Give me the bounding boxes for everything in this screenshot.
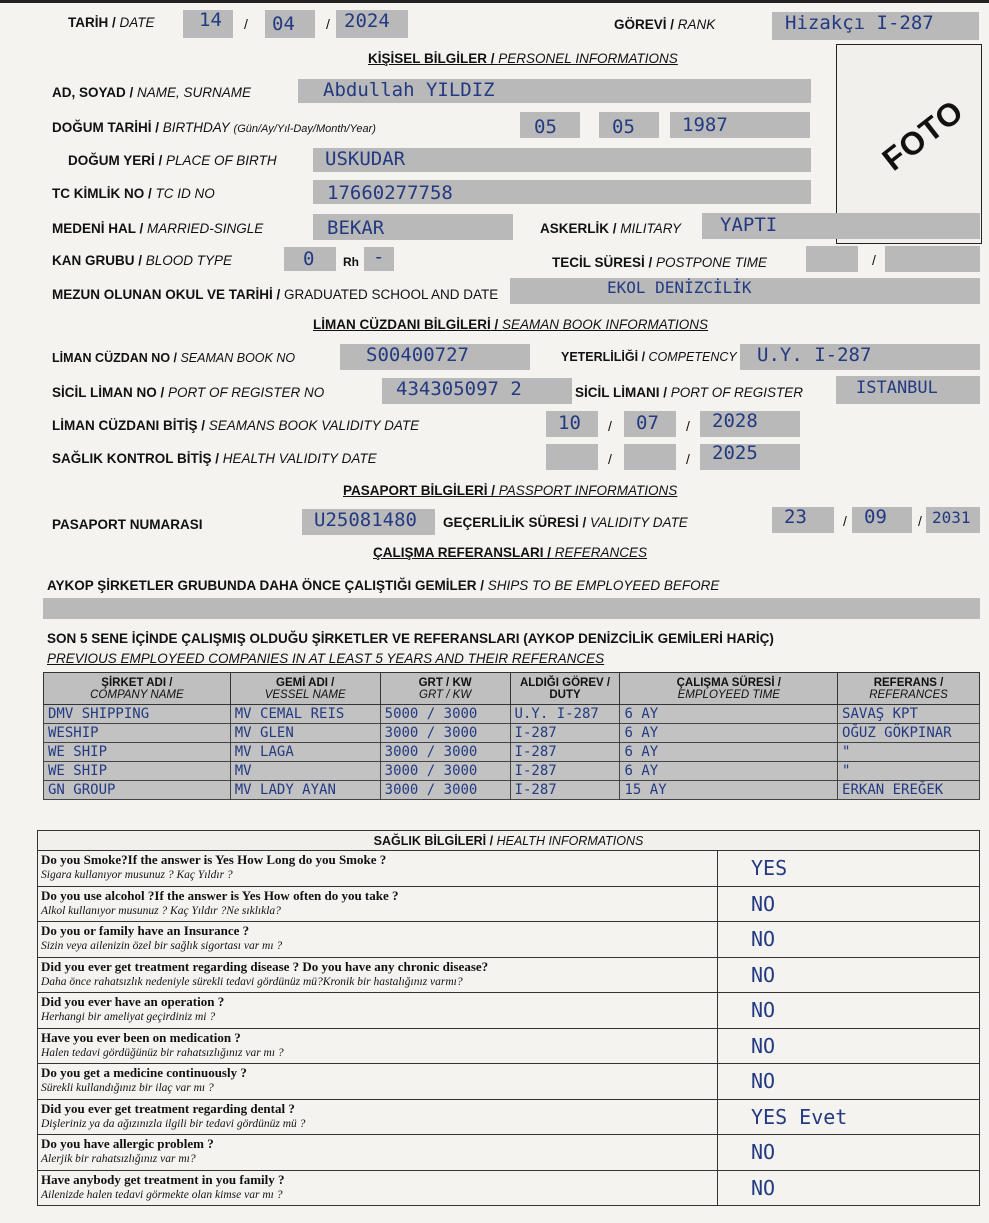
vessel-cell[interactable]: MV xyxy=(230,762,380,781)
photo-label: FOTO xyxy=(875,92,971,178)
date-label: TARİH / DATE xyxy=(68,15,155,30)
health-validity-year: 2025 xyxy=(712,442,758,464)
tc-label: TC KİMLİK NO / TC ID NO xyxy=(52,186,215,201)
date-year-value: 2024 xyxy=(344,10,390,32)
section-references-title: ÇALIŞMA REFERANSLARI / REFERANCES xyxy=(373,545,648,560)
date-sep: / xyxy=(244,16,248,32)
health-answer-cell[interactable] xyxy=(718,1064,980,1100)
health-question: Have anybody get treatment in you family ? Ailenizde halen tedavi görmekte olan kimse var mı ? xyxy=(38,1170,718,1206)
passport-validity-year: 2031 xyxy=(932,508,971,527)
health-answer-cell[interactable] xyxy=(718,1135,980,1171)
birth-day-value: 05 xyxy=(534,116,557,138)
health-answer-cell[interactable] xyxy=(718,993,980,1029)
company-cell[interactable]: WESHIP xyxy=(44,724,231,743)
col-company: ŞİRKET ADI / COMPANY NAME xyxy=(44,673,231,705)
health-row xyxy=(38,1135,980,1171)
competency-value: U.Y. I-287 xyxy=(757,344,872,366)
health-row xyxy=(38,993,980,1029)
duty-cell[interactable]: I-287 xyxy=(510,743,620,762)
time-cell[interactable]: 6 AY xyxy=(620,762,838,781)
book-no-value: S00400727 xyxy=(366,344,469,366)
health-answer-cell[interactable] xyxy=(718,851,980,887)
reference-cell[interactable]: ERKAN EREĞEK xyxy=(838,781,980,800)
school-label: MEZUN OLUNAN OKUL VE TARİHİ / GRADUATED SCHOOL AND DATE xyxy=(52,287,499,302)
health-row xyxy=(38,1064,980,1100)
health-row xyxy=(38,1028,980,1064)
health-question: Did you ever get treatment regarding disease ? Do you have any chronic disease? Daha önce rahatsızlık nedeniyle sürekli tedavi gördünüz mü?Kronik bir hastalığınız varmı? xyxy=(38,957,718,993)
table-row xyxy=(44,743,980,762)
port-value: ISTANBUL xyxy=(856,378,938,398)
aykop-ships-field[interactable] xyxy=(43,598,980,619)
time-cell[interactable]: 6 AY xyxy=(620,705,838,724)
competency-label: YETERLİLİĞİ / COMPETENCY xyxy=(561,350,737,364)
section-seaman-title: LİMAN CÜZDANI BİLGİLERİ / SEAMAN BOOK INFORMATIONS xyxy=(313,317,709,332)
grt-cell[interactable]: 3000 / 3000 xyxy=(380,762,510,781)
company-cell[interactable]: WE SHIP xyxy=(44,762,231,781)
table-row xyxy=(44,762,980,781)
health-answer-cell[interactable] xyxy=(718,1028,980,1064)
marital-label: MEDENİ HAL / MARRIED-SINGLE xyxy=(52,221,264,236)
health-answer-cell[interactable] xyxy=(718,922,980,958)
blood-label: KAN GRUBU / BLOOD TYPE xyxy=(52,253,233,268)
postpone-label: TECİL SÜRESİ / POSTPONE TIME xyxy=(552,255,768,270)
grt-cell[interactable]: 5000 / 3000 xyxy=(380,705,510,724)
birthplace-value: USKUDAR xyxy=(325,148,406,170)
health-question: Do you or family have an Insurance ? Sizin veya ailenizin özel bir sağlık sigortası var mı ? xyxy=(38,922,718,958)
postpone-sep: / xyxy=(872,252,876,268)
book-no-label: LİMAN CÜZDAN NO / SEAMAN BOOK NO xyxy=(52,351,296,365)
passport-number-label: PASAPORT NUMARASI xyxy=(52,517,203,532)
health-answer-cell[interactable] xyxy=(718,1170,980,1206)
company-cell[interactable]: DMV SHIPPING xyxy=(44,705,231,724)
marital-value: BEKAR xyxy=(327,217,385,239)
col-time: ÇALIŞMA SÜRESİ / EMPLOYEED TIME xyxy=(620,673,838,705)
health-answer-cell[interactable] xyxy=(718,957,980,993)
health-answer: NO xyxy=(751,891,776,916)
health-validity-day-field[interactable] xyxy=(546,444,598,470)
health-question: Have you ever been on medication ? Halen tedavi gördüğünüz bir rahatsızlığınız var mı ? xyxy=(38,1028,718,1064)
company-cell[interactable]: WE SHIP xyxy=(44,743,231,762)
name-value: Abdullah YILDIZ xyxy=(323,79,495,101)
rank-label: GÖREVİ / RANK xyxy=(614,17,716,32)
health-row xyxy=(38,851,980,887)
birthplace-label: DOĞUM YERİ / PLACE OF BIRTH xyxy=(68,153,277,168)
col-vessel: GEMİ ADI / VESSEL NAME xyxy=(230,673,380,705)
duty-cell[interactable]: I-287 xyxy=(510,724,620,743)
health-question: Do you have allergic problem ? Alerjik bir rahatsızlığınız var mı? xyxy=(38,1135,718,1171)
health-answer: NO xyxy=(751,1033,776,1058)
section-passport-title: PASAPORT BİLGİLERİ / PASSPORT INFORMATIONS xyxy=(343,483,678,498)
health-question: Did you ever get treatment regarding dental ? Dişleriniz ya da ağızınızla ilgili bir tedavi gördünüz mü ? xyxy=(38,1099,718,1135)
table-row xyxy=(44,705,980,724)
vessel-cell[interactable]: MV LAGA xyxy=(230,743,380,762)
health-answer: YES Evet xyxy=(751,1104,848,1129)
postpone-field-1[interactable] xyxy=(806,246,858,272)
reference-cell[interactable]: OĞUZ GÖKPINAR xyxy=(838,724,980,743)
date-sep: / xyxy=(843,513,847,529)
employment-header-row xyxy=(44,673,980,705)
health-question: Did you ever have an operation ? Herhangi bir ameliyat geçirdiniz mi ? xyxy=(38,993,718,1029)
grt-cell[interactable]: 3000 / 3000 xyxy=(380,743,510,762)
rh-label: Rh xyxy=(343,255,359,269)
military-label: ASKERLİK / MILITARY xyxy=(540,221,682,236)
vessel-cell[interactable]: MV CEMAL REIS xyxy=(230,705,380,724)
company-cell[interactable]: GN GROUP xyxy=(44,781,231,800)
prev-companies-label-en: PREVIOUS EMPLOYEED COMPANIES IN AT LEAST 5 YEARS AND THEIR REFERANCES xyxy=(47,651,605,666)
register-no-label: SİCİL LİMAN NO / PORT OF REGISTER NO xyxy=(52,385,325,400)
health-question: Do you Smoke?If the answer is Yes How Long do you Smoke ? Sigara kullanıyor musunuz ? Kaç Yıldır ? xyxy=(38,851,718,887)
rank-value: Hizakçı I-287 xyxy=(785,12,934,34)
col-reference: REFERANS / REFERANCES xyxy=(838,673,980,705)
health-answer-cell[interactable] xyxy=(718,1099,980,1135)
vessel-cell[interactable]: MV LADY AYAN xyxy=(230,781,380,800)
health-answer: NO xyxy=(751,927,776,951)
health-answer: NO xyxy=(751,998,776,1022)
name-label: AD, SOYAD / NAME, SURNAME xyxy=(52,85,252,100)
date-sep: / xyxy=(686,418,690,434)
grt-cell[interactable]: 3000 / 3000 xyxy=(380,781,510,800)
health-title: SAĞLIK BİLGİLERİ / HEALTH INFORMATIONS xyxy=(38,831,980,851)
date-sep: / xyxy=(918,513,922,529)
time-cell[interactable]: 15 AY xyxy=(620,781,838,800)
health-row xyxy=(38,922,980,958)
aykop-ships-label: AYKOP ŞİRKETLER GRUBUNDA DAHA ÖNCE ÇALIŞTIĞI GEMİLER / SHIPS TO BE EMPLOYEED BEFORE xyxy=(47,578,720,593)
health-question: Do you get a medicine continuously ? Sürekli kullandığınız bir ilaç var mı ? xyxy=(38,1064,718,1100)
date-sep: / xyxy=(608,418,612,434)
health-answer-cell[interactable] xyxy=(718,886,980,922)
health-validity-label: SAĞLIK KONTROL BİTİŞ / HEALTH VALIDITY DATE xyxy=(52,451,377,466)
book-validity-month: 07 xyxy=(636,412,659,434)
duty-cell[interactable]: I-287 xyxy=(510,762,620,781)
health-row xyxy=(38,1170,980,1206)
time-cell[interactable]: 6 AY xyxy=(620,743,838,762)
birth-year-value: 1987 xyxy=(682,114,728,136)
port-label: SİCİL LİMANI / PORT OF REGISTER xyxy=(575,385,804,400)
reference-cell[interactable]: " xyxy=(838,762,980,781)
prev-companies-label: SON 5 SENE İÇİNDE ÇALIŞMIŞ OLDUĞU ŞİRKETLER VE REFERANSLARI (AYKOP DENİZCİLİK GEMİLERİ HARİÇ) xyxy=(47,631,774,646)
health-row xyxy=(38,886,980,922)
military-value: YAPTI xyxy=(720,214,778,236)
date-day-value: 14 xyxy=(199,9,222,31)
health-table xyxy=(37,830,980,1206)
date-sep: / xyxy=(608,451,612,467)
health-answer: NO xyxy=(751,962,776,987)
birthday-label: DOĞUM TARİHİ / BIRTHDAY (Gün/Ay/Yıl-Day/Month/Year) xyxy=(52,120,376,135)
health-row xyxy=(38,1099,980,1135)
reference-cell[interactable]: " xyxy=(838,743,980,762)
employment-table xyxy=(43,672,980,800)
health-validity-month-field[interactable] xyxy=(624,444,676,470)
passport-validity-day: 23 xyxy=(784,506,807,528)
school-value: EKOL DENİZCİLİK xyxy=(607,278,752,297)
health-answer: NO xyxy=(751,1175,776,1200)
health-answer: NO xyxy=(751,1140,776,1164)
duty-cell[interactable]: U.Y. I-287 xyxy=(510,705,620,724)
passport-number-value: U25081480 xyxy=(314,509,417,531)
health-question: Do you use alcohol ?If the answer is Yes How often do you take ? Alkol kullanıyor musunuz ? Kaç Yıldır ?Ne sıklıkla? xyxy=(38,886,718,922)
grt-cell[interactable]: 3000 / 3000 xyxy=(380,724,510,743)
health-answer: NO xyxy=(751,1069,776,1093)
col-grt: GRT / KW GRT / KW xyxy=(380,673,510,705)
duty-cell[interactable]: I-287 xyxy=(510,781,620,800)
tc-value: 17660277758 xyxy=(327,182,453,204)
rh-value: - xyxy=(373,246,385,268)
section-personal-title: KİŞİSEL BİLGİLER / PERSONEL INFORMATIONS xyxy=(368,51,678,66)
date-sep: / xyxy=(326,16,330,32)
top-border xyxy=(0,0,989,3)
date-month-value: 04 xyxy=(272,13,295,35)
register-no-value: 434305097 2 xyxy=(396,378,522,400)
birth-month-value: 05 xyxy=(612,116,635,138)
book-validity-year: 2028 xyxy=(712,410,758,432)
reference-cell[interactable]: SAVAŞ KPT xyxy=(838,705,980,724)
blood-value: 0 xyxy=(303,248,315,270)
passport-validity-month: 09 xyxy=(864,506,887,528)
health-row xyxy=(38,957,980,993)
postpone-field-2[interactable] xyxy=(885,246,980,272)
book-validity-label: LİMAN CÜZDANI BİTİŞ / SEAMANS BOOK VALIDITY DATE xyxy=(52,418,420,433)
book-validity-day: 10 xyxy=(558,412,581,434)
health-header-row xyxy=(38,831,980,851)
table-row xyxy=(44,724,980,743)
time-cell[interactable]: 6 AY xyxy=(620,724,838,743)
table-row xyxy=(44,781,980,800)
date-sep: / xyxy=(686,451,690,467)
col-duty: ALDIĞI GÖREV / DUTY xyxy=(510,673,620,705)
health-answer: YES xyxy=(751,856,788,880)
passport-validity-label: GEÇERLİLİK SÜRESİ / VALIDITY DATE xyxy=(443,515,688,530)
vessel-cell[interactable]: MV GLEN xyxy=(230,724,380,743)
